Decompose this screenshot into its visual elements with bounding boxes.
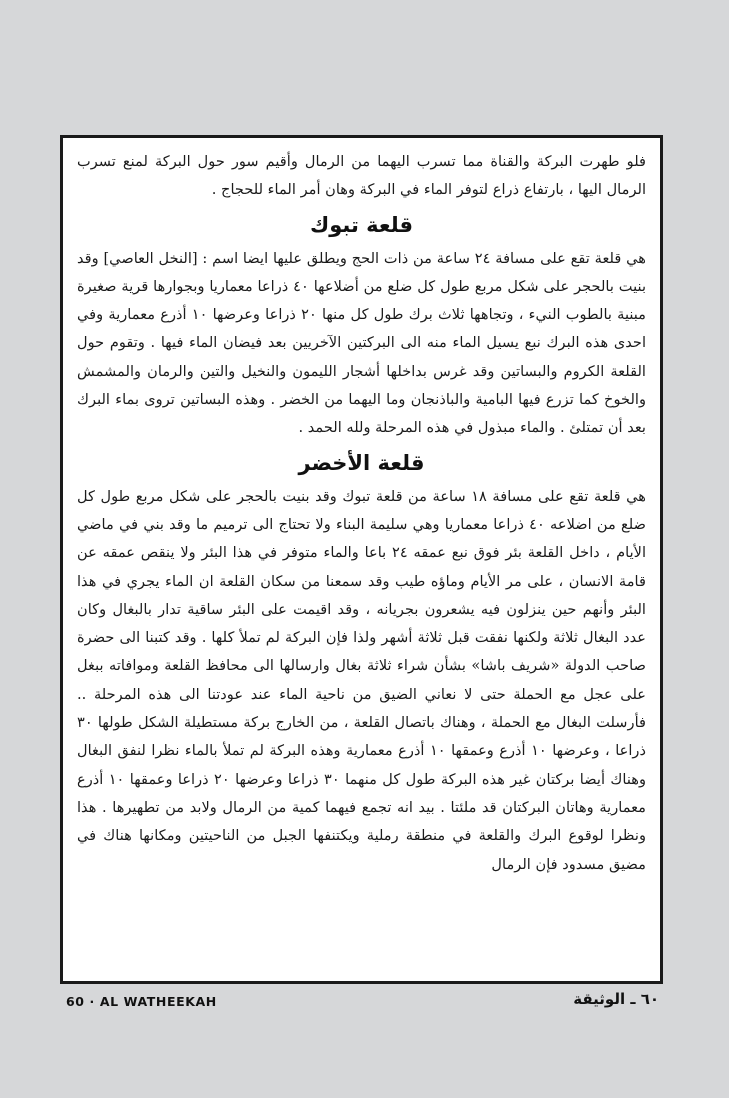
section-title-tabuk: قلعة تبوك <box>309 212 414 237</box>
page-footer <box>60 990 663 1020</box>
intro-paragraph: فلو طهرت البركة والقناة مما تسرب اليهما من الرمال وأقيم سور حول البركة لمنع تسرب الرمال اليها ، بارتفاع ذراع لتوفر الماء في البركة وهان أمر الماء للحجاج . <box>77 153 646 199</box>
footer-page-label-arabic: ٦٠ ـ الوثيقة <box>573 990 659 1008</box>
section-title-akhdar: قلعة الأخضر <box>298 450 425 475</box>
page-frame <box>60 135 663 984</box>
article-body <box>77 148 646 975</box>
section-body-akhdar: هي قلعة تقع على مسافة ١٨ ساعة من قلعة تبوك وقد بنيت بالحجر على شكل مربع طول كل ضلع من اضلاعه ٤٠ ذراعا معماريا وهي سليمة البناء ولا تحتاج الى ترميم ما وقد بني في ماضي الأيام ، داخل القلعة بئر فوق نبع عمقه ٢٤ باعا والماء متوفر في هذا البئر ولا ينقص عمقه عن قامة الانسان ، على مر الأيام وماؤه طيب وقد سمعنا من سكان القلعة ان الماء يجري في هذا البئر وأنهم حين ينزلون فيه يشعرون بجريانه ، وقد اقيمت على البئر ساقية تدار بالبغال وكان عدد البغال ثلاثة ولكنها نفقت قبل ثلاثة أشهر ولذا فإن البركة لم تملأ كلها . وقد كتبنا الى حضرة صاحب الدولة «شريف باشا» بشأن شراء ثلاثة بغال وارسالها الى محافظ القلعة وموافاته ببغل على عجل مع الحملة حتى لا نعاني الضيق من ناحية الماء عند عودتنا الى هذه المرحلة .. فأرسلت البغال مع الحملة ، وهناك باتصال القلعة ، من الخارج بركة مستطيلة الشكل طولها ٣٠ ذراعا ، وعرضها ١٠ أذرع وعمقها ١٠ أذرع معمارية وهذه البركة لم تملأ بالماء نظرا لنفق البغال وهناك أيضا بركتان غير هذه البركة طول كل منهما ٣٠ ذراعا وعرضها ٢٠ ذراعا وعمقها ١٠ أذرع معمارية وهاتان البركتان قد ملئتا . بيد انه تجمع فيهما كمية من الرمال ولابد من تطهيرها . هذا ونظرا لوقوع البرك والقلعة في منطقة رملية ويكتنفها الجبل من الناحيتين ومكانها هناك في مضيق مسدود فإن الرمال <box>77 487 647 873</box>
section-body-tabuk: هي قلعة تقع على مسافة ٢٤ ساعة من ذات الحج ويطلق عليها ايضا اسم : [النخل العاصي] وقد بنيت بالحجر على شكل مربع طول كل ضلع من أضلاعها ٤٠ ذراعا معماريا وبجوارها قرية صغيرة مبنية بالطوب النيء ، وتجاهها ثلاث برك طول كل منها ٢٠ ذراعا وعرضها ١٠ أذرع معمارية وفي احدى هذه البرك نبع يسيل الماء منه الى البركتين الآخريين بعد فيضان الماء فيها . وتقوم حول القلعة الكروم والبساتين وقد غرس بداخلها أشجار الليمون والنخيل والتين والرمان والمشمش والخوخ كما تزرع فيها البامية والباذنجان وما اليهما من الخضر . وهذه البساتين تروى بماء البرك بعد أن تمتلئ . والماء مبذول في هذه المرحلة ولله الحمد . <box>77 249 647 437</box>
footer-page-label-latin: 60 · AL WATHEEKAH <box>66 994 217 1009</box>
